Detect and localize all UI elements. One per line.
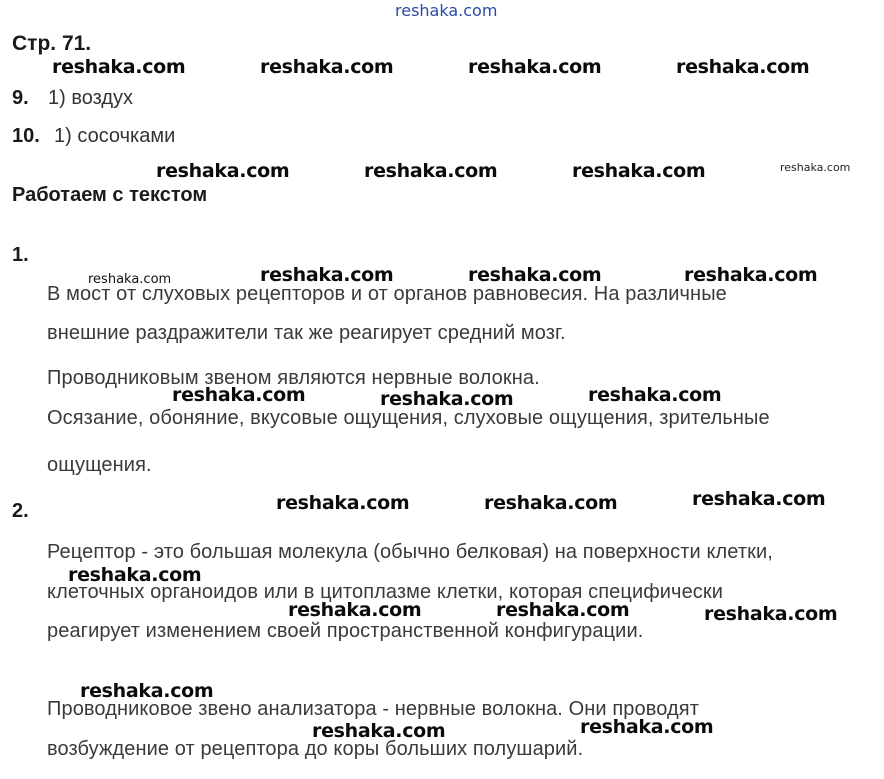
watermark-top: reshaka.com: [395, 1, 498, 20]
task-1-number: 1.: [12, 244, 29, 266]
watermark: reshaka.com: [496, 599, 630, 621]
task-1-line: внешние раздражители так же реагирует средний мозг.: [47, 322, 566, 344]
watermark: reshaka.com: [80, 680, 214, 702]
watermark: reshaka.com: [260, 56, 394, 78]
watermark: reshaka.com: [276, 492, 410, 514]
section-title: Работаем с текстом: [12, 184, 208, 206]
task-2-number: 2.: [12, 500, 29, 522]
watermark: reshaka.com: [588, 384, 722, 406]
watermark: reshaka.com: [68, 564, 202, 586]
task-2-line: реагирует изменением своей пространственной конфигурации.: [47, 620, 644, 642]
watermark: reshaka.com: [172, 384, 306, 406]
watermark-small: reshaka.com: [88, 272, 172, 287]
watermark: reshaka.com: [156, 160, 290, 182]
task-1-line: ощущения.: [47, 454, 152, 476]
watermark: reshaka.com: [580, 716, 714, 738]
answer-10-text: 1) сосочками: [54, 125, 176, 147]
watermark: reshaka.com: [484, 492, 618, 514]
task-1-line: Проводниковым звеном являются нервные волокна.: [47, 367, 540, 389]
watermark: reshaka.com: [468, 264, 602, 286]
watermark: reshaka.com: [572, 160, 706, 182]
watermark: reshaka.com: [380, 388, 514, 410]
task-2-line: возбуждение от рецептора до коры больших полушарий.: [47, 738, 584, 760]
watermark: reshaka.com: [684, 264, 818, 286]
answer-10-number: 10.: [12, 125, 40, 147]
page-reference: Стр. 71.: [12, 32, 92, 55]
watermark-small: reshaka.com: [780, 161, 851, 174]
task-1-line: Осязание, обоняние, вкусовые ощущения, слуховые ощущения, зрительные: [47, 407, 770, 429]
task-2-line: клеточных органоидов или в цитоплазме клетки, которая специфически: [47, 581, 724, 603]
task-2-line: Рецептор - это большая молекула (обычно белковая) на поверхности клетки,: [47, 541, 773, 563]
watermark: reshaka.com: [364, 160, 498, 182]
watermark: reshaka.com: [52, 56, 186, 78]
task-2-line: Проводниковое звено анализатора - нервные волокна. Они проводят: [47, 698, 699, 720]
watermark: reshaka.com: [692, 488, 826, 510]
answer-9-number: 9.: [12, 87, 29, 109]
watermark: reshaka.com: [260, 264, 394, 286]
watermark: reshaka.com: [288, 599, 422, 621]
watermark: reshaka.com: [312, 720, 446, 742]
watermark: reshaka.com: [676, 56, 810, 78]
task-1-line: В мост от слуховых рецепторов и от органов равновесия. На различные: [47, 283, 727, 305]
watermark: reshaka.com: [704, 603, 838, 625]
watermark: reshaka.com: [468, 56, 602, 78]
answer-9-text: 1) воздух: [48, 87, 134, 109]
